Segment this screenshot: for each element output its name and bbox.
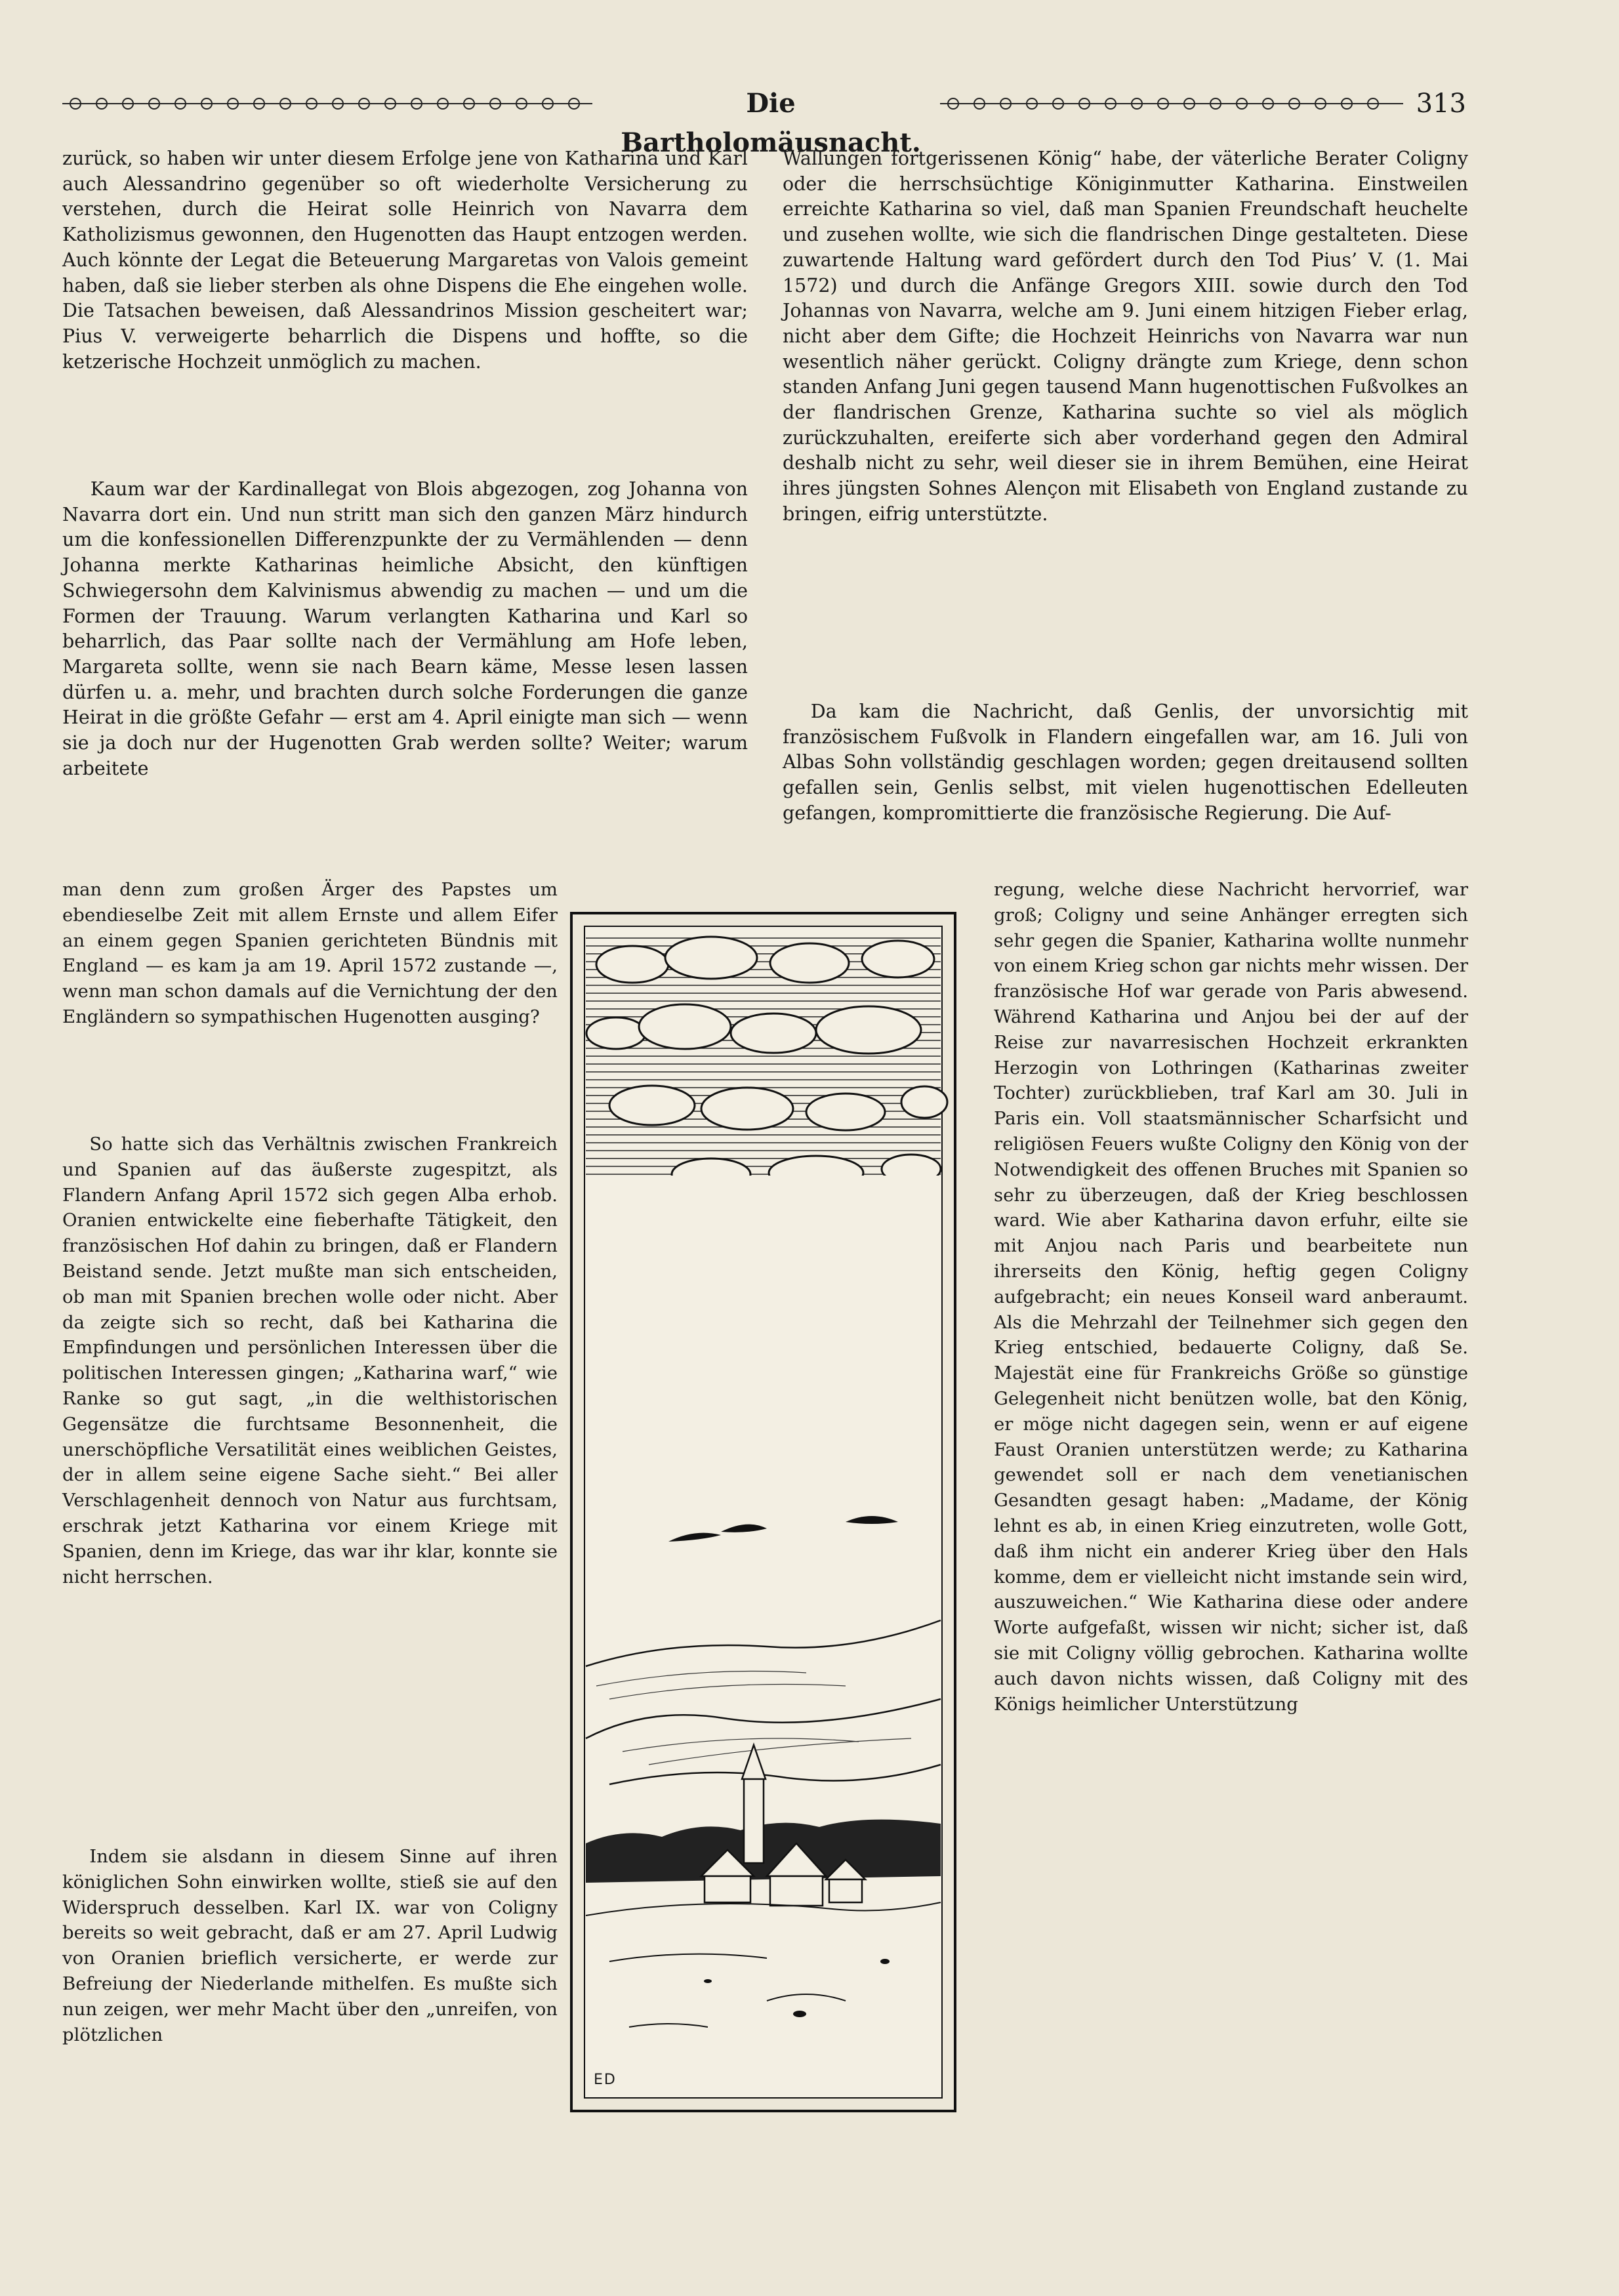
paragraph-left-2-top: Kaum war der Kardinallegat von Blois abgezogen, zog Johanna von Navarra dort ein. Und nun stritt man sich den ganzen März hindurch um die konfessionellen Differenzpunkte der zu Vermählenden — denn Johanna merkte Katharinas heimliche Absicht, den künftigen Schwiegersohn dem Kalvinismus abwendig zu machen — und um die Formen der Trauung. Warum verlangten Katharina und Karl so beharrlich, das Paar sollte nach der Vermählung am Hofe leben, Margareta sollte, wenn sie nach Bearn käme, Messe lesen lassen dürfen u. a. mehr, und brachten durch solche Forderungen die ganze Heirat in die größte Gefahr — erst am 4. April einigte man sich — wenn sie ja doch nur der Hugenotten Grab werden sollte? Weiter; warum arbeitete bbox=[62, 478, 748, 779]
paragraph-left-1: zurück, so haben wir unter diesem Erfolge jene von Katharina und Karl auch Alessandrino gegenüber so oft wiederholte Versicherung zu verstehen, durch die Heirat solle Heinrich von Navarra dem Katholizismus gewonnen, den Hugenotten das Haupt entzogen werden. Auch könnte der Legat die Beteuerung Margaretas von Valois gemeint haben, daß sie lieber sterben als ohne Dispens die Ehe eingehen wolle. Die Tatsachen beweisen, daß Alessandrinos Mission gescheitert war; Pius V. verweigerte beharrlich die Dispens und hoffte, so die ketzerische Hochzeit unmöglich zu machen. bbox=[62, 148, 748, 373]
artist-signature: ED bbox=[594, 2072, 617, 2088]
ornament-rule-right bbox=[940, 96, 1403, 112]
page-number: 313 bbox=[1416, 89, 1466, 119]
paragraph-right-2-top: Da kam die Nachricht, daß Genlis, der unvorsichtig mit französischem Fußvolk in Flandern eingefallen war, am 16. Juli von Albas Sohn vollständig geschlagen worden; gegen dreitausend sollten gefallen sein, Genlis selbst, mit vielen hugenottischen Edelleuten gefangen, kompromittierte die französische Regierung. Die Auf- bbox=[783, 701, 1468, 824]
paragraph-left-3: So hatte sich das Verhältnis zwischen Frankreich und Spanien auf das äußerste zugespitzt, als Flandern Anfang April 1572 sich gegen Alba erhob. Oranien entwickelte eine fieberhafte Tätigkeit, den französischen Hof dahin zu bringen, daß er Flandern Beistand sende. Jetzt mußte man sich entscheiden, ob man mit Spanien brechen wolle oder nicht. Aber da zeigte sich so recht, daß bei Katharina die Empfindungen und persönlichen Interessen über die politischen Interessen gingen; „Katharina warf,“ wie Ranke so gut sagt, „in die welthistorischen Gegensätze die furchtsame Besonnenheit, die unerschöpfliche Versatilität eines weiblichen Geistes, der in allem seine eigene Sache sieht.“ Bei aller Verschlagenheit dennoch von Natur aus furchtsam, erschrak jetzt Katharina vor einem Kriege mit Spanien, denn im Kriege, das war ihr klar, konnte sie nicht herrschen. bbox=[62, 1134, 558, 1588]
landscape-drawing bbox=[570, 912, 956, 2112]
ornament-rule-left bbox=[62, 96, 592, 112]
paragraph-right-2-bottom: regung, welche diese Nachricht hervorrief, war groß; Coligny und seine Anhänger erregten sich sehr gegen die Spanier, Katharina wollte nunmehr von einem Krieg schon gar nichts mehr wissen. Der französische Hof war gerade von Paris abwesend. Während Katharina und Anjou bei der auf der Reise zur navarresischen Hochzeit erkrankten Herzogin von Lothringen (Katharinas zweiter Tochter) zurückblieben, traf Karl am 30. Juli in Paris ein. Voll staatsmännischer Scharfsicht und religiösen Feuers wußte Coligny den König von der Notwendigkeit des offenen Bruches mit Spanien so sehr zu überzeugen, daß der Krieg beschlossen ward. Wie aber Katharina davon erfuhr, eilte sie mit Anjou nach Paris und bearbeitete nun ihrerseits den König, heftig gegen Coligny aufgebracht; ein neues Konseil ward anberaumt. Als die Mehrzahl der Teilnehmer sich gegen den Krieg entschied, bedauerte Coligny, daß Se. Majestät eine für Frankreichs Größe so günstige Gelegenheit nicht benützen wolle, bat den König, er möge nicht dagegen sein, wenn er auf eigene Faust Oranien unterstützen werde; zu Katharina gewendet soll er nach dem venetianischen Gesandten gesagt haben: „Madame, der König lehnt es ab, in einen Krieg einzutreten, wolle Gott, daß ihm nicht ein anderer Krieg über den Hals komme, dem er vielleicht nicht imstande sein wird, auszuweichen.“ Wie Katharina diese oder andere Worte aufgefaßt, wissen wir nicht; sicher ist, daß sie mit Coligny völlig gebrochen. Katharina wollte auch davon nichts wissen, daß Coligny mit des Königs heimlicher Unterstützung bbox=[994, 879, 1468, 1715]
paragraph-left-2-bottom: man denn zum großen Ärger des Papstes um ebendieselbe Zeit mit allem Ernste und allem Eifer an einem gegen Spanien gerichteten Bündnis mit England — es kam ja am 19. April 1572 zustande —, wenn man schon damals auf die Vernichtung der den Engländern so sympathischen Hugenotten ausging? bbox=[62, 879, 558, 1027]
paragraph-left-4: Indem sie alsdann in diesem Sinne auf ihren königlichen Sohn einwirken wollte, stieß sie auf den Widerspruch desselben. Karl IX. war von Coligny bereits so weit gebracht, daß er am 27. April Ludwig von Oranien brieflich versicherte, er werde zur Befreiung der Niederlande mithelfen. Es mußte sich nun zeigen, wer mehr Macht über den „unreifen, von plötzlichen bbox=[62, 1846, 558, 2045]
landscape-illustration bbox=[570, 912, 956, 2112]
paragraph-right-1: Wallungen fortgerissenen König“ habe, der väterliche Berater Coligny oder die herrschsüchtige Königinmutter Katharina. Einstweilen erreichte Katharina so viel, daß man Spanien Freundschaft heuchelte und zusehen wollte, wie sich die flandrischen Dinge gestalteten. Diese zuwartende Haltung ward gefördert durch den Tod Pius’ V. (1. Mai 1572) und durch die Anfänge Gregors XIII. sowie durch den Tod Johannas von Navarra, welche am 9. Juni einem hitzigen Fieber erlag, nicht aber dem Gifte; die Hochzeit Heinrichs von Navarra war nun wesentlich näher gerückt. Coligny drängte zum Kriege, denn schon standen Anfang Juni gegen tausend Mann hugenottischen Fußvolkes an der flandrischen Grenze, Katharina suchte so viel als möglich zurückzuhalten, ereiferte sich aber vorderhand gegen den Admiral deshalb nicht zu sehr, weil dieser sie in ihrem Bemühen, eine Heirat ihres jüngsten Sohnes Alençon mit Elisabeth von England zustande zu bringen, eifrig unterstützte. bbox=[783, 148, 1468, 525]
page-header bbox=[62, 84, 1466, 158]
running-title: Die Bartholomäusnacht. bbox=[621, 88, 921, 158]
